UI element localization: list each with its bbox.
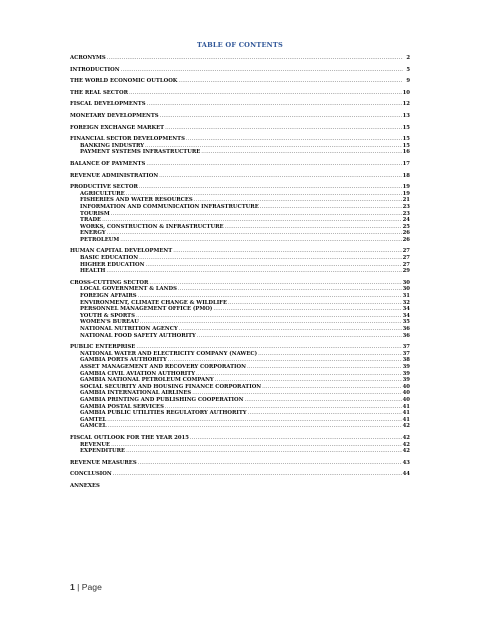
toc-entry-label: NATIONAL NUTRITION AGENCY <box>80 326 178 332</box>
toc-subentry[interactable] <box>70 191 410 198</box>
toc-entry[interactable] <box>70 67 410 74</box>
toc-entry-label: GAMBIA POSTAL SERVICES <box>80 403 164 410</box>
toc-dot-leader <box>178 286 402 293</box>
toc-page-number: 17 <box>402 160 410 167</box>
toc-subentry[interactable] <box>70 197 410 204</box>
toc-dot-leader <box>120 237 401 244</box>
toc-entry[interactable] <box>70 184 410 191</box>
toc-dot-leader <box>140 319 402 326</box>
toc-entry[interactable] <box>70 248 410 255</box>
toc-entry[interactable] <box>70 78 410 85</box>
toc-dot-leader <box>165 125 402 132</box>
toc-dot-leader <box>126 191 402 198</box>
toc-entry-label: EXPENDITURE <box>80 448 126 455</box>
footer-page-number: 1 <box>70 582 75 592</box>
toc-dot-leader <box>168 357 402 364</box>
toc-page-number: 42 <box>402 441 410 448</box>
toc-entry-label: LOCAL GOVERNMENT & LANDS <box>80 286 177 293</box>
toc-subentry[interactable] <box>70 351 410 358</box>
toc-page-number: 43 <box>402 459 410 466</box>
toc-page-number: 39 <box>402 363 410 370</box>
toc-entry-label: REVENUE ADMINISTRATION <box>70 172 159 179</box>
toc-page-number: 39 <box>402 370 410 377</box>
toc-subentry[interactable] <box>70 262 410 269</box>
toc-dot-leader <box>260 204 402 211</box>
toc-entry[interactable] <box>70 435 410 442</box>
toc-entry[interactable] <box>70 460 410 467</box>
toc-dot-leader <box>248 410 402 417</box>
toc-page-number: 24 <box>402 217 410 224</box>
toc-subentry[interactable] <box>70 230 410 237</box>
toc-subentry[interactable] <box>70 224 410 231</box>
toc-subentry[interactable] <box>70 357 410 364</box>
toc-entry-label: SOCIAL SECURITY AND HOUSING FINANCE CORPORATION <box>80 383 262 390</box>
toc-page-number: 26 <box>402 230 410 237</box>
toc-page-number: 10 <box>402 89 410 96</box>
toc-subentry[interactable] <box>70 237 410 244</box>
toc-dot-leader <box>247 364 402 371</box>
toc-dot-leader <box>146 161 401 168</box>
toc-dot-leader <box>126 448 402 455</box>
toc-page-number: 37 <box>402 344 410 351</box>
toc-entry-label: GAMTEL <box>80 416 107 423</box>
toc-dot-leader <box>196 371 402 378</box>
toc-dot-leader <box>129 90 402 97</box>
toc-dot-leader <box>111 442 402 449</box>
toc-page-number: 23 <box>402 210 410 217</box>
toc-subentry[interactable] <box>70 306 410 313</box>
toc-page-number: 16 <box>402 149 410 156</box>
toc-entry-label: REVENUE <box>80 441 111 448</box>
toc-subentry[interactable] <box>70 442 410 449</box>
toc-entry-label: GAMBIA PRINTING AND PUBLISHING COOPERATION <box>80 396 244 403</box>
toc-page-number: 36 <box>402 332 410 339</box>
toc-entry-label: FISHERIES AND WATER RESOURCES <box>80 197 193 204</box>
toc-entry-label: CROSS-CUTTING SECTOR <box>70 279 149 286</box>
toc-page-number: 40 <box>402 383 410 390</box>
toc-dot-leader <box>139 184 402 191</box>
toc-entry-label: INFORMATION AND COMMUNICATION INFRASTRUCTURE <box>80 203 259 210</box>
toc-page-number: 27 <box>402 261 410 268</box>
toc-subentry[interactable] <box>70 390 410 397</box>
toc-page-number: 41 <box>402 416 410 423</box>
toc-dot-leader <box>190 435 402 442</box>
toc-entry[interactable] <box>70 125 410 132</box>
toc-dot-leader <box>245 397 402 404</box>
toc-subentry[interactable] <box>70 333 410 340</box>
toc-entry-label: FOREIGN EXCHANGE MARKET <box>70 124 165 131</box>
toc-dot-leader <box>107 423 401 430</box>
toc-entry-label: BASIC EDUCATION <box>80 255 139 262</box>
toc-dot-leader <box>165 404 402 411</box>
toc-entry-label: WOMEN'S BUREAU <box>80 319 139 326</box>
toc-dot-leader <box>138 460 402 467</box>
toc-subentry[interactable] <box>70 204 410 211</box>
toc-entry-label: GAMBIA NATIONAL PETROLEUM COMPANY <box>80 377 214 384</box>
toc-entry-label: REVENUE MEASURES <box>70 459 137 466</box>
toc-entry[interactable] <box>70 113 410 120</box>
toc-page-number: 41 <box>402 403 410 410</box>
toc-entry-label: ASSET MANAGEMENT AND RECOVERY CORPORATION <box>80 363 246 370</box>
toc-page-number: 18 <box>402 172 410 179</box>
toc-page-number: 34 <box>402 312 410 319</box>
toc-entry-label: ACRONYMS <box>70 55 106 61</box>
toc-entry-label: FINANCIAL SECTOR DEVELOPMENTS <box>70 136 185 143</box>
toc-subentry[interactable] <box>70 313 410 320</box>
toc-entry[interactable] <box>70 173 410 180</box>
toc-entry-label: ENERGY <box>80 230 106 237</box>
toc-entry-label: HIGHER EDUCATION <box>80 261 145 268</box>
toc-dot-leader <box>215 377 402 384</box>
toc-subentry[interactable] <box>70 217 410 224</box>
toc-page-number: 30 <box>402 286 410 293</box>
toc-entry[interactable] <box>70 136 410 143</box>
toc-page-number: 42 <box>402 448 410 455</box>
toc-entry-label: PAYMENT SYSTEMS INFRASTRUCTURE <box>80 149 201 156</box>
toc-subentry[interactable] <box>70 143 410 150</box>
toc-dot-leader <box>192 390 401 397</box>
toc-entry-label: GAMBIA INTERNATIONAL AIRLINES <box>80 390 192 397</box>
toc-entry[interactable] <box>70 280 410 287</box>
toc-entry-label: MONETARY DEVELOPMENTS <box>70 112 159 119</box>
toc-subentry[interactable] <box>70 255 410 262</box>
toc-dot-leader <box>213 306 401 313</box>
footer-page-label: Page <box>81 582 102 592</box>
toc-dot-leader <box>136 313 402 320</box>
toc-entry-label: PRODUCTIVE SECTOR <box>70 184 138 191</box>
toc-page-number: 15 <box>402 136 410 143</box>
toc-dot-leader <box>258 351 402 358</box>
toc-subentry[interactable] <box>70 293 410 300</box>
toc-page-number: 36 <box>402 326 410 332</box>
toc-page-number: 13 <box>402 112 410 119</box>
toc-entry-label: AGRICULTURE <box>80 190 125 197</box>
toc-entry-label: PERSONNEL MANAGEMENT OFFICE (PMO) <box>80 306 213 313</box>
toc-dot-leader <box>186 136 402 143</box>
toc-page-number: 35 <box>402 319 410 326</box>
toc-page-number: 27 <box>402 248 410 255</box>
toc-dot-leader <box>179 326 402 333</box>
toc-page-number: 40 <box>402 396 410 403</box>
table-of-contents <box>70 55 410 489</box>
toc-page-number: 31 <box>402 293 410 300</box>
toc-entry-label: GAMBIA PORTS AUTHORITY <box>80 357 167 364</box>
footer-separator: | <box>74 582 82 592</box>
toc-dot-leader <box>145 262 401 269</box>
toc-entry-label: TRADE <box>80 217 102 224</box>
toc-entry[interactable] <box>70 483 410 490</box>
toc-dot-leader <box>106 268 401 275</box>
toc-subentry[interactable] <box>70 384 410 391</box>
toc-entry[interactable] <box>70 344 410 351</box>
toc-entry-label: PETROLEUM <box>80 236 120 243</box>
toc-subentry[interactable] <box>70 404 410 411</box>
toc-page-number: 2 <box>406 55 410 61</box>
toc-subentry[interactable] <box>70 397 410 404</box>
toc-entry-label: BALANCE OF PAYMENTS <box>70 160 146 167</box>
toc-dot-leader <box>228 300 402 307</box>
toc-dot-leader <box>102 217 402 224</box>
toc-subentry[interactable] <box>70 149 410 156</box>
toc-page-number: 23 <box>402 203 410 210</box>
page-footer <box>70 582 102 592</box>
toc-entry-label: HEALTH <box>80 268 106 275</box>
toc-page-number: 42 <box>402 423 410 430</box>
toc-subentry[interactable] <box>70 326 410 333</box>
toc-dot-leader <box>147 101 402 108</box>
toc-page-number: 32 <box>402 299 410 306</box>
toc-entry-label: ENVIRONMENT, CLIMATE CHANGE & WILDLIFE <box>80 299 227 306</box>
toc-subentry[interactable] <box>70 364 410 371</box>
toc-dot-leader <box>145 143 402 150</box>
toc-page-number: 44 <box>402 471 410 478</box>
toc-entry[interactable] <box>70 161 410 168</box>
toc-subentry[interactable] <box>70 371 410 378</box>
toc-page-number: 5 <box>406 66 410 73</box>
toc-dot-leader <box>178 78 403 85</box>
toc-entry-label: YOUTH & SPORTS <box>80 312 135 319</box>
toc-entry[interactable] <box>70 471 410 478</box>
toc-subentry[interactable] <box>70 211 410 218</box>
toc-dot-leader <box>136 344 401 351</box>
toc-page-number: 27 <box>402 255 410 262</box>
toc-entry-label: CONCLUSION <box>70 471 112 478</box>
toc-entry-label: FISCAL DEVELOPMENTS <box>70 101 146 108</box>
toc-entry-label: PUBLIC ENTERPRISE <box>70 344 136 351</box>
toc-page-number: 40 <box>402 390 410 397</box>
toc-page-number: 29 <box>402 268 410 275</box>
toc-entry-label: NATIONAL WATER AND ELECTRICITY COMPANY (NAWEC) <box>80 350 258 357</box>
toc-dot-leader <box>173 248 401 255</box>
toc-page-number: 9 <box>406 78 410 85</box>
toc-dot-leader <box>113 471 402 478</box>
toc-entry[interactable] <box>70 101 410 108</box>
toc-subentry[interactable] <box>70 423 410 430</box>
toc-dot-leader <box>225 224 402 231</box>
toc-dot-leader <box>138 293 402 300</box>
toc-page-number: 15 <box>402 124 410 131</box>
toc-entry-label: HUMAN CAPITAL DEVELOPMENT <box>70 248 173 255</box>
toc-entry-label: GAMBIA CIVIL AVIATION AUTHORITY <box>80 370 195 377</box>
toc-entry-label: NATIONAL FOOD SAFETY AUTHORITY <box>80 332 196 339</box>
toc-dot-leader <box>107 55 403 62</box>
toc-page-number: 30 <box>402 279 410 286</box>
toc-entry-label: GAMBIA PUBLIC UTILITIES REGULATORY AUTHORITY <box>80 410 247 417</box>
toc-page-number: 26 <box>402 236 410 243</box>
toc-subentry[interactable] <box>70 319 410 326</box>
toc-dot-leader <box>111 211 402 218</box>
toc-page-number: 19 <box>402 190 410 197</box>
toc-dot-leader <box>194 197 402 204</box>
toc-entry[interactable] <box>70 90 410 97</box>
toc-dot-leader <box>139 255 402 262</box>
toc-dot-leader <box>197 333 402 340</box>
toc-subentry[interactable] <box>70 268 410 275</box>
toc-subentry[interactable] <box>70 377 410 384</box>
toc-page-number: 25 <box>402 223 410 230</box>
toc-title: TABLE OF CONTENTS <box>197 41 283 49</box>
toc-page-number: 21 <box>402 197 410 204</box>
toc-page-number: 34 <box>402 306 410 313</box>
toc-dot-leader <box>121 67 403 74</box>
toc-subentry[interactable] <box>70 410 410 417</box>
toc-entry-label: ANNEXES <box>70 482 100 489</box>
toc-subentry[interactable] <box>70 286 410 293</box>
toc-page-number: 42 <box>402 434 410 441</box>
toc-subentry[interactable] <box>70 417 410 424</box>
toc-entry-label: FISCAL OUTLOOK FOR THE YEAR 2015 <box>70 434 189 441</box>
toc-page-number: 19 <box>402 184 410 191</box>
toc-subentry[interactable] <box>70 448 410 455</box>
toc-entry-label: TOURISM <box>80 210 110 217</box>
toc-page-number: 38 <box>402 357 410 364</box>
toc-entry-label: INTRODUCTION <box>70 66 120 73</box>
toc-dot-leader <box>159 173 401 180</box>
toc-dot-leader <box>107 230 402 237</box>
toc-dot-leader <box>160 113 402 120</box>
toc-page-number: 37 <box>402 350 410 357</box>
toc-page-number: 12 <box>402 101 410 108</box>
toc-entry-label: THE WORLD ECONOMIC OUTLOOK <box>70 78 178 85</box>
toc-dot-leader <box>201 149 401 156</box>
toc-entry-label: GAMCEL <box>80 423 107 430</box>
toc-entry-label: WORKS, CONSTRUCTION & INFRASTRUCTURE <box>80 223 224 230</box>
toc-page-number: 41 <box>402 410 410 417</box>
toc-entry[interactable] <box>70 55 410 62</box>
toc-dot-leader <box>149 280 401 287</box>
toc-dot-leader <box>262 384 401 391</box>
toc-dot-leader <box>107 417 401 424</box>
toc-entry-label: THE REAL SECTOR <box>70 89 128 96</box>
toc-entry-label: FOREIGN AFFAIRS <box>80 293 137 300</box>
toc-page-number: 39 <box>402 377 410 384</box>
toc-entry-label: BANKING INDUSTRY <box>80 142 145 149</box>
toc-page-number: 15 <box>402 142 410 149</box>
